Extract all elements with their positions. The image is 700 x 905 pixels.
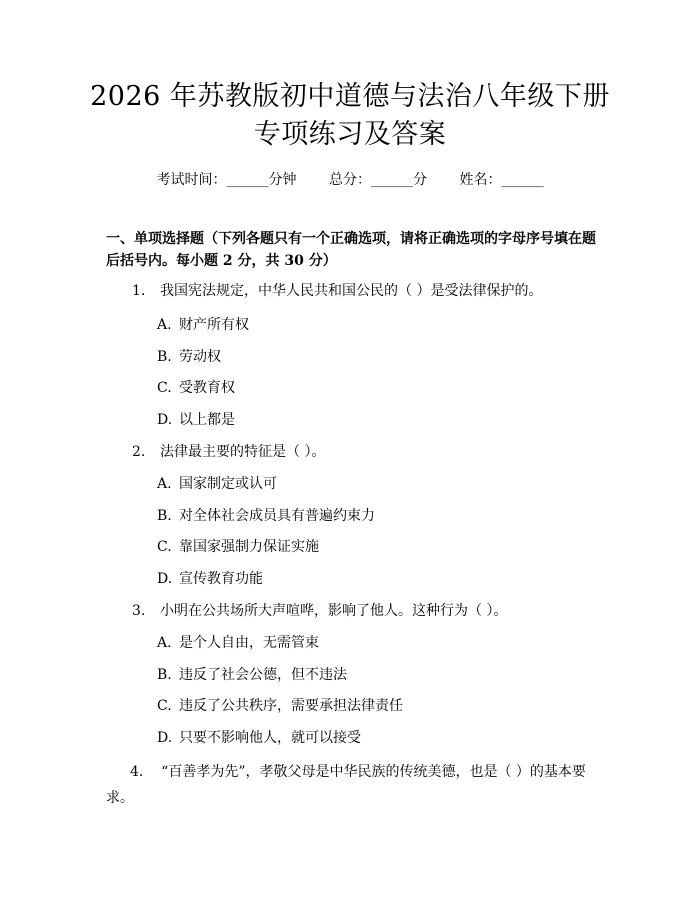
option-letter: A. <box>157 635 172 651</box>
option-letter: B. <box>157 667 172 683</box>
question-1-option-c <box>157 378 235 398</box>
option-text: 受教育权 <box>179 380 235 396</box>
total-score-field: 总分：______分 <box>329 172 427 188</box>
student-name-field: 姓名：______ <box>459 172 544 188</box>
option-letter: A. <box>157 476 172 492</box>
question-number: 2. <box>132 444 146 460</box>
question-text: 小明在公共场所大声喧哗，影响了他人。这种行为（ ）。 <box>160 603 508 619</box>
option-letter: B. <box>157 349 172 365</box>
option-letter: C. <box>157 380 172 396</box>
question-1-option-a <box>157 315 249 335</box>
exam-time-field: 考试时间：______分钟 <box>156 172 297 188</box>
question-2 <box>132 441 325 463</box>
question-3-option-d <box>157 728 361 748</box>
question-3 <box>132 600 507 622</box>
page-title: 2026 年苏教版初中道德与法治八年级下册专项练习及答案 <box>90 81 610 150</box>
question-1 <box>132 280 542 302</box>
option-letter: C. <box>157 698 172 714</box>
option-text: 宣传教育功能 <box>179 571 263 587</box>
section-heading: 一、单项选择题（下列各题只有一个正确选项，请将正确选项的字母序号填在题后括号内。每小题 2 分，共 30 分） <box>106 231 596 269</box>
question-2-option-a <box>157 474 277 494</box>
option-letter: B. <box>157 508 172 524</box>
option-text: 对全体社会成员具有普遍约束力 <box>179 508 375 524</box>
exam-info-line <box>0 170 700 190</box>
option-text: 国家制定或认可 <box>179 476 277 492</box>
question-4 <box>106 759 600 811</box>
question-2-option-b <box>157 506 375 526</box>
question-text: 法律最主要的特征是（ ）。 <box>160 444 326 460</box>
option-text: 只要不影响他人，就可以接受 <box>179 730 361 746</box>
option-letter: D. <box>157 571 173 587</box>
option-text: 违反了公共秩序，需要承担法律责任 <box>179 698 403 714</box>
question-3-option-c <box>157 696 403 716</box>
question-number: 1. <box>132 283 146 299</box>
question-text: “百善孝为先”，孝敬父母是中华民族的传统美德，也是（ ）的基本要求。 <box>106 764 586 806</box>
question-2-option-d <box>157 569 263 589</box>
option-text: 财产所有权 <box>179 317 249 333</box>
option-text: 以上都是 <box>179 412 235 428</box>
question-text: 我国宪法规定，中华人民共和国公民的（ ）是受法律保护的。 <box>160 283 543 299</box>
option-text: 违反了社会公德，但不违法 <box>179 667 347 683</box>
question-3-option-a <box>157 633 319 653</box>
question-number: 4. <box>130 764 144 780</box>
question-1-option-d <box>157 410 235 430</box>
option-text: 是个人自由，无需管束 <box>179 635 319 651</box>
option-text: 靠国家强制力保证实施 <box>179 539 319 555</box>
question-3-option-b <box>157 665 347 685</box>
question-2-option-c <box>157 537 319 557</box>
option-letter: A. <box>157 317 172 333</box>
option-letter: C. <box>157 539 172 555</box>
question-1-option-b <box>157 347 221 367</box>
question-number: 3. <box>132 603 146 619</box>
option-letter: D. <box>157 730 173 746</box>
option-letter: D. <box>157 412 173 428</box>
option-text: 劳动权 <box>179 349 221 365</box>
